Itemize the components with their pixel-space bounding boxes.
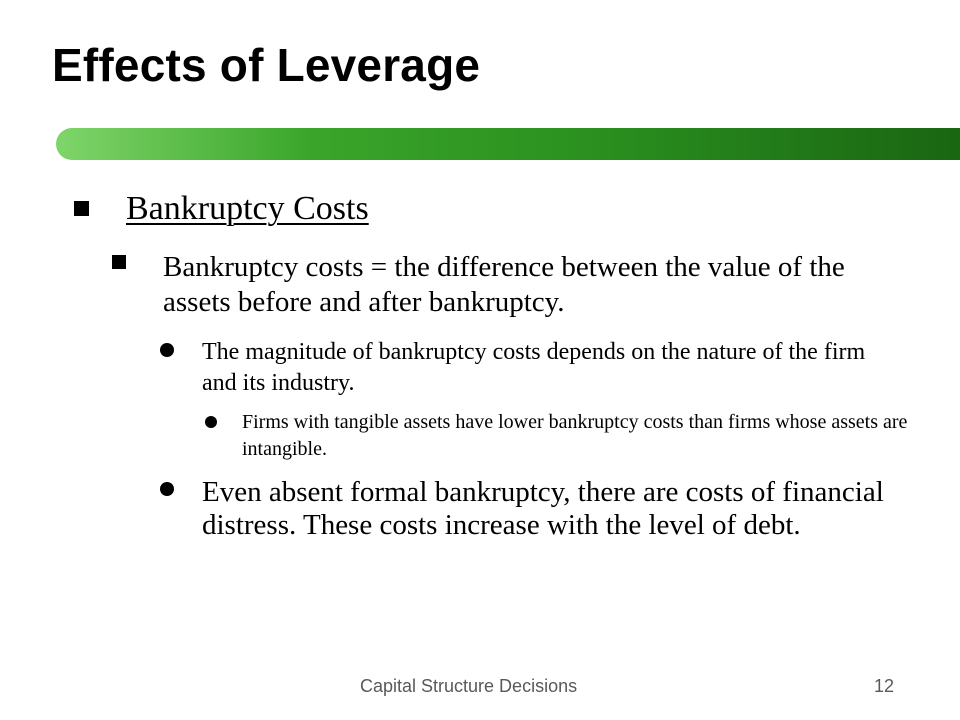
bullet-text-financial-distress: Even absent formal bankruptcy, there are costs of financial distress. These costs increase with the level of debt.	[202, 476, 884, 541]
slide-title: Effects of Leverage	[52, 39, 481, 91]
bullet-text-magnitude: The magnitude of bankruptcy costs depends on the nature of the firm and its industry.	[202, 339, 866, 396]
definition-text: Bankruptcy costs = the difference between the value of the assets before and after bankruptcy.	[163, 251, 845, 318]
page-number: 12	[874, 676, 895, 696]
round-bullet-icon	[205, 416, 217, 428]
square-bullet-icon	[74, 201, 89, 216]
title-accent-bar	[56, 128, 960, 160]
section-heading: Bankruptcy Costs	[126, 190, 369, 227]
bullet-text-tangible-assets: Firms with tangible assets have lower bankruptcy costs than firms whose assets are intangible.	[242, 411, 908, 460]
footer-title: Capital Structure Decisions	[360, 676, 578, 696]
round-bullet-icon	[160, 343, 174, 357]
round-bullet-icon	[160, 482, 174, 496]
square-bullet-icon	[112, 255, 126, 269]
